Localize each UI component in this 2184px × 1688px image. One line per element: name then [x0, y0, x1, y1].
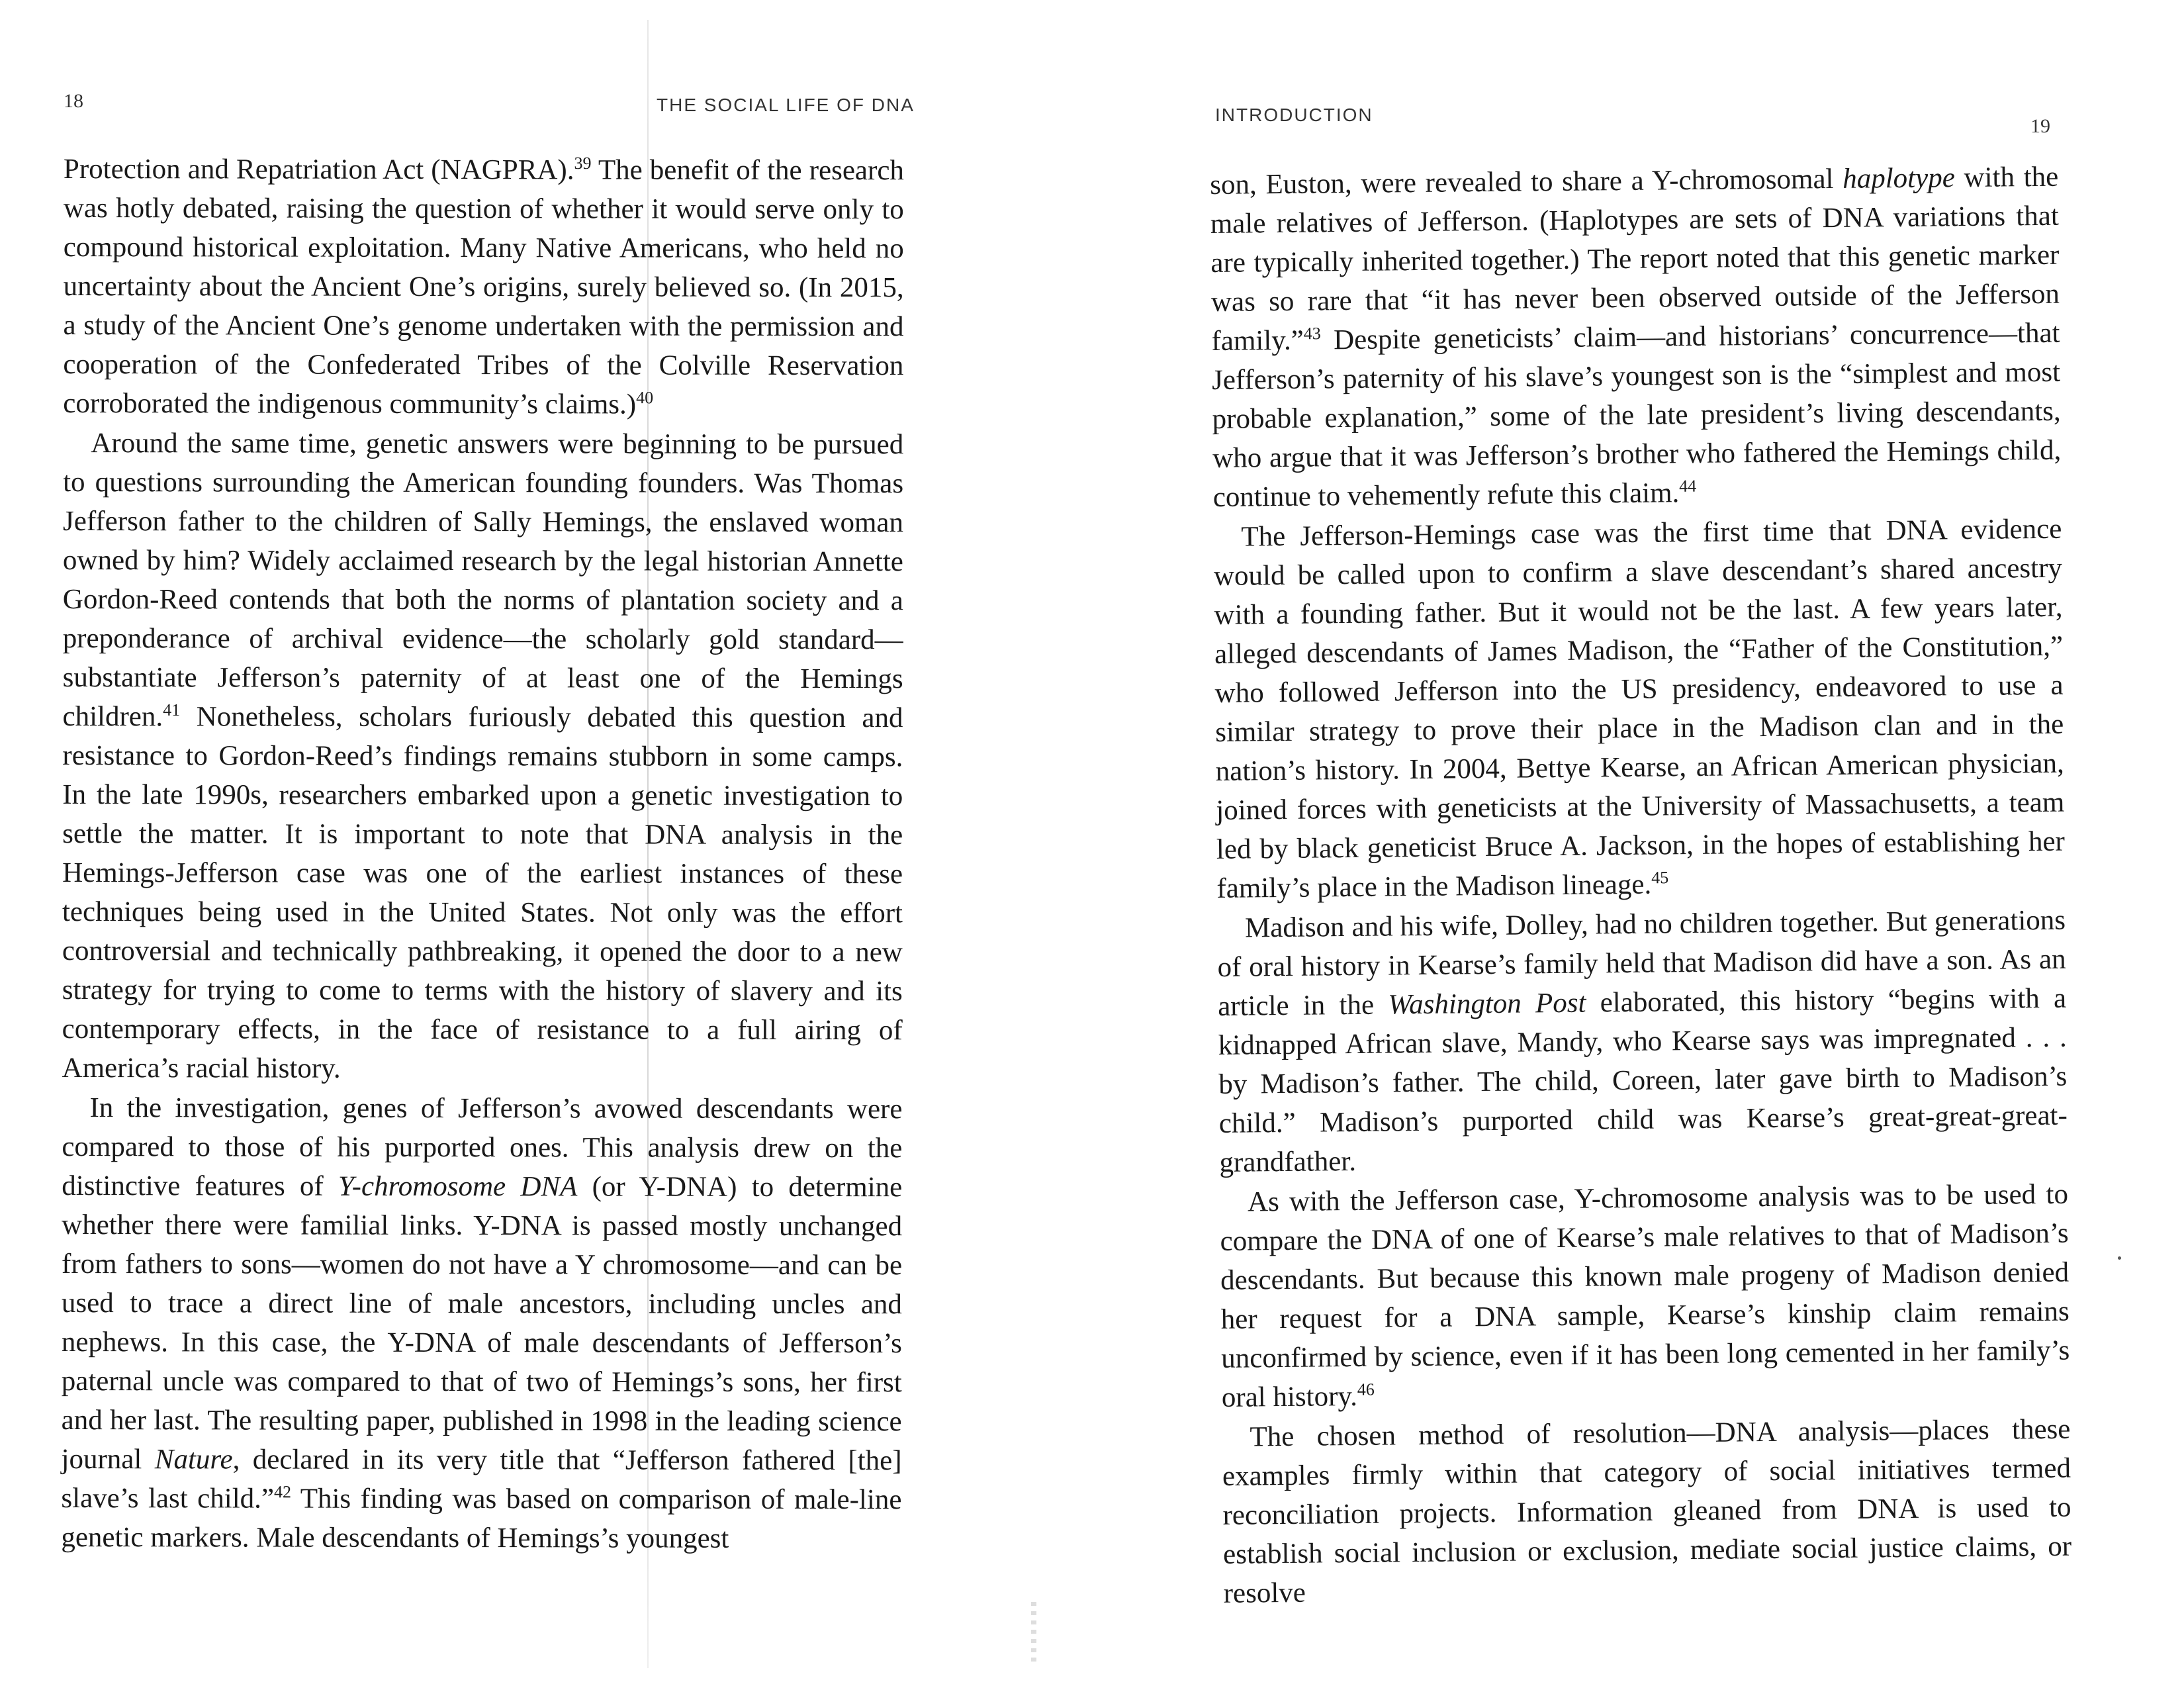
text-run: Protection and Repatriation Act (NAGPRA). [63, 153, 574, 186]
text-run: (or Y-DNA) to determine whether there were familial links. Y-DNA is passed mostly unchanged from fathers to sons—women do not have a Y chromosome—and can be used to trace a direct line of male ancestors, including uncles and nephews. In this case, the Y-DNA of male descendants of Jefferson’s paternal uncle was compared to that of two of Hemings’s sons, her first and her last. The resulting paper, published in 1998 in the leading science journal [61, 1171, 903, 1476]
italic-term: Nature [154, 1444, 233, 1476]
text-run: The Jefferson-Hemings case was the first time that DNA evidence would be called upon to confirm a slave descendant’s shared ancestry with a founding father. But it would not be the last. A few years later, alleged descendants of James Madison, the “Father of the Constitution,” who followed Jefferson into the US presidency, endeavored to use a similar strategy to prove their place in the Madison clan and in the nation’s history. In 2004, Bettye Kearse, an African American physician, joined forces with geneticists at the University of Massachusetts, a team led by black geneticist Bruce A. Jackson, in the hopes of establishing her family’s place in the Madison lineage. [1213, 513, 2066, 904]
footnote-ref: 40 [636, 388, 654, 408]
paragraph [1213, 510, 2066, 908]
paragraph [62, 424, 904, 1089]
running-head-right: INTRODUCTION [1215, 105, 1373, 125]
scan-speck [2118, 1256, 2121, 1260]
paragraph [1220, 1175, 2070, 1417]
right-page-body [1210, 158, 2072, 1613]
text-run: Nonetheless, scholars furiously debated this question and resistance to Gordon-Reed’s findings remains stubborn in some camps. In the late 1990s, researchers embarked upon a genetic investigation to settle the matter. It is important to note that DNA analysis in the Hemings-Jefferson case was one of the earliest instances of these techniques being used in the United States. Not only was the effort controversial and technically pathbreaking, it opened the door to a new strategy for trying to come to terms with the history of slavery and its contemporary effects, in the face of resistance to a full airing of America’s racial history. [62, 701, 903, 1084]
paragraph [1222, 1410, 2072, 1613]
italic-term: Y-chromosome DNA [338, 1170, 578, 1203]
text-run: The chosen method of resolution—DNA analysis—places these examples firmly within that category of social initiatives termed reconciliation projects. Information gleaned from DNA is used to establish social inclusion or exclusion, mediate social justice claims, or resolve [1222, 1413, 2072, 1609]
paragraph [1210, 158, 2062, 517]
italic-term: Washington Post [1388, 987, 1586, 1021]
footnote-ref: 42 [273, 1482, 292, 1502]
footnote-ref: 39 [574, 154, 592, 173]
text-run: Despite geneticists’ claim—and historians’ concurrence—that Jefferson’s paternity of his slave’s youngest son is the “simplest and most probable explanation,” some of the late president’s living descendants, who argue that it was Jefferson’s brother who fathered the Hemings child, continue to vehemently refute this claim. [1211, 317, 2062, 513]
footnote-ref: 45 [1651, 868, 1669, 888]
text-run: The benefit of the research was hotly debated, raising the question of whether it would serve only to compound historical exploitation. Many Native Americans, who held no uncertainty about the Ancient One’s origins, surely believed so. (In 2015, a study of the Ancient One’s genome undertaken with the permission and cooperation of the Confederated Tribes of the Colville Reservation corroborated the indigenous community’s claims.) [63, 154, 904, 420]
paragraph [61, 1088, 902, 1558]
page-number-right: 19 [2030, 115, 2050, 137]
footnote-ref: 44 [1679, 476, 1697, 496]
text-run: Around the same time, genetic answers were beginning to be pursued to questions surrounding the American founding founders. Was Thomas Jefferson father to the children of Sally Hemings, the enslaved woman owned by him? Widely acclaimed research by the legal historian Annette Gordon-Reed contends that both the norms of plantation society and a preponderance of archival evidence—the scholarly gold standard—substantiate Jefferson’s paternity of at least one of the Hemings children. [62, 428, 904, 733]
footnote-ref: 43 [1303, 324, 1321, 344]
text-run: Madison and his wife, Dolley, had no children together. But generations of oral history in Kearse’s family held that Madison did have a son. As an article in the [1217, 904, 2066, 1022]
paragraph [1217, 901, 2068, 1182]
scan-artifact [1031, 1602, 1036, 1662]
text-run: In the investigation, genes of Jefferson’s avowed descendants were compared to those of his purported ones. This analysis drew on the distinctive features of [62, 1092, 903, 1202]
paragraph [63, 150, 904, 424]
text-run: elaborated, this history “begins with a kidnapped African slave, Mandy, who Kearse says was impregnated . . . by Madison’s father. The child, Coreen, later gave birth to Madison’s child.” Madison’s purported child was Kearse’s great-great-great-grandfather. [1218, 982, 2068, 1178]
text-run: son, Euston, were revealed to share a Y-chromosomal [1210, 163, 1843, 201]
right-page [1092, 0, 2184, 1688]
text-run: As with the Jefferson case, Y-chromosome analysis was to be used to compare the DNA of one of Kearse’s male relatives to that of Madison’s descendants. But because this known male progeny of Madison denied her request for a DNA sample, Kearse’s kinship claim remains unconfirmed by science, even if it has been long cemented in her family’s oral history. [1220, 1178, 2070, 1413]
running-head-left: THE SOCIAL LIFE OF DNA [657, 95, 915, 115]
left-page-body [61, 150, 904, 1558]
page-number-left: 18 [64, 90, 83, 112]
italic-term: haplotype [1842, 162, 1956, 195]
text-run: This finding was based on comparison of male-line genetic markers. Male descendants of Hemings’s youngest [61, 1483, 902, 1554]
text-run: with the male relatives of Jefferson. (Haplotypes are sets of DNA variations that are typically inherited together.) The report noted that this genetic marker was so rare that “it has never been observed outside of the Jefferson family.” [1210, 161, 2060, 357]
text-run: , declared in its very title that “Jefferson fathered [the] slave’s last child.” [61, 1444, 902, 1515]
footnote-ref: 46 [1357, 1380, 1375, 1399]
footnote-ref: 41 [163, 700, 181, 720]
